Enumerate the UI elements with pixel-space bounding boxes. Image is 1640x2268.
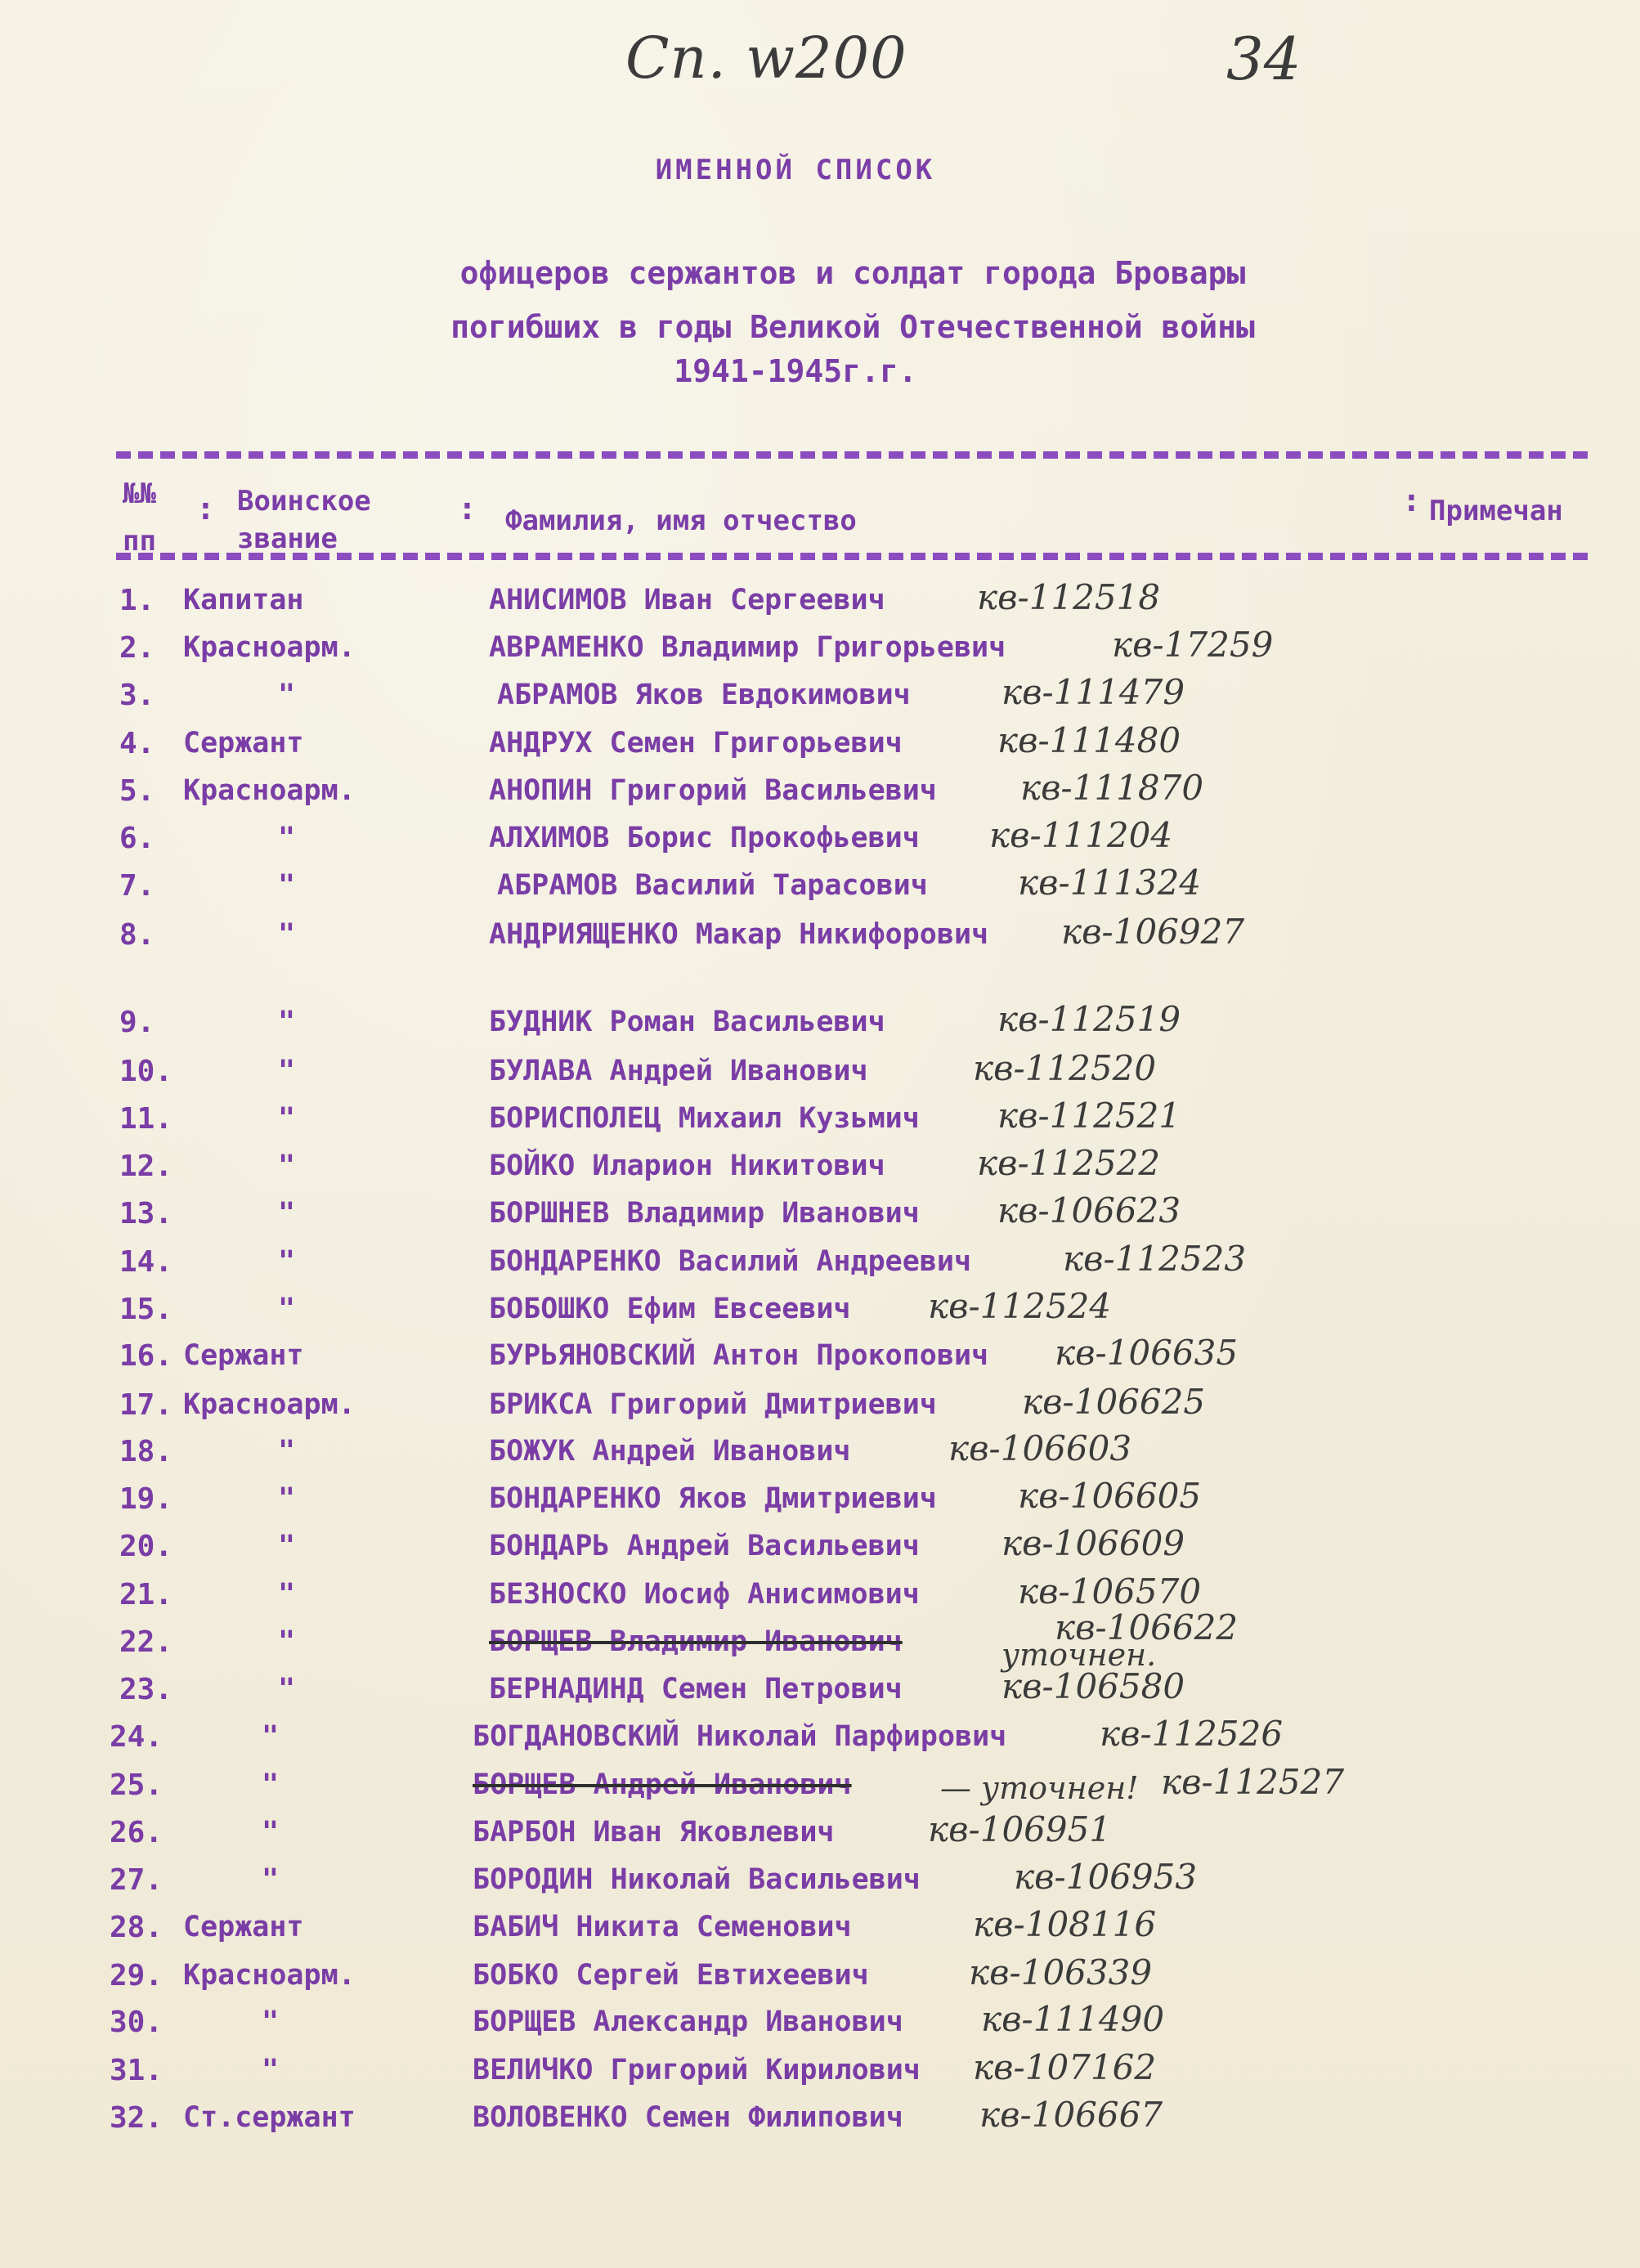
- row-rank: ": [278, 1530, 296, 1562]
- row-archive-code-handwritten: кв-106622: [1055, 1607, 1239, 1647]
- row-full-name: БОРШНЕВ Владимир Иванович: [489, 1197, 920, 1230]
- row-rank: Красноарм.: [183, 774, 356, 807]
- row-archive-code-handwritten: кв-111324: [1018, 863, 1202, 903]
- row-full-name: БОРЩЕВ Александр Иванович: [473, 2006, 903, 2038]
- row-number: 31.: [110, 2054, 164, 2087]
- list-row: [0, 1048, 1640, 1097]
- list-row: [0, 1428, 1640, 1477]
- row-full-name: АНДРИЯЩЕНКО Макар Никифорович: [489, 918, 989, 951]
- row-correction-note: — уточнен!: [940, 1770, 1139, 1806]
- row-archive-code-handwritten: кв-106625: [1022, 1382, 1206, 1422]
- list-row: [0, 1333, 1640, 1382]
- row-archive-code-handwritten: кв-106609: [1001, 1523, 1185, 1563]
- row-number: 30.: [110, 2006, 164, 2039]
- column-separator: :: [458, 491, 477, 527]
- row-rank: ": [278, 679, 296, 711]
- row-full-name: БОБКО Сергей Евтихеевич: [473, 1959, 869, 1992]
- list-row: [0, 1809, 1640, 1858]
- list-row: [0, 1857, 1640, 1906]
- row-archive-code-handwritten: кв-106927: [1061, 912, 1245, 952]
- row-archive-code-handwritten: кв-112519: [997, 999, 1181, 1039]
- row-rank: Красноарм.: [183, 631, 356, 664]
- row-full-name: БУЛАВА Андрей Иванович: [489, 1055, 868, 1087]
- list-row: [0, 1952, 1640, 2001]
- list-row: [0, 2047, 1640, 2096]
- header-number-column: [123, 470, 156, 565]
- row-full-name: БОНДАРЕНКО Яков Дмитриевич: [489, 1482, 937, 1515]
- row-full-name: АЛХИМОВ Борис Прокофьевич: [489, 822, 920, 854]
- row-full-name: БОРЩЕВ Владимир Иванович: [489, 1625, 903, 1658]
- header-name-column: Фамилия, имя отчество: [505, 504, 857, 537]
- row-archive-code-handwritten: кв-106605: [1018, 1476, 1202, 1516]
- row-rank: ": [278, 1150, 296, 1182]
- row-archive-code-handwritten: кв-112521: [997, 1096, 1181, 1136]
- list-row: [0, 912, 1640, 961]
- list-row: [0, 999, 1640, 1048]
- row-number: 32.: [110, 2101, 164, 2135]
- row-archive-code-handwritten: кв-111490: [981, 1999, 1165, 2039]
- list-row: [0, 1607, 1640, 1673]
- row-rank: ": [278, 1197, 296, 1230]
- row-archive-code-handwritten: кв-111870: [1020, 768, 1204, 808]
- row-full-name: АБРАМОВ Василий Тарасович: [497, 869, 928, 902]
- row-number: 11.: [119, 1102, 173, 1136]
- row-number: 27.: [110, 1863, 164, 1897]
- row-full-name: БОЖУК Андрей Иванович: [489, 1435, 851, 1468]
- list-row: [0, 625, 1640, 674]
- list-row: [0, 2095, 1640, 2144]
- list-row: [0, 1382, 1640, 1431]
- row-number: 18.: [119, 1435, 173, 1468]
- row-rank: ": [262, 2006, 280, 2038]
- row-rank: ": [278, 869, 296, 902]
- row-rank: ": [278, 1673, 296, 1705]
- row-full-name: БОНДАРЬ Андрей Васильевич: [489, 1530, 920, 1562]
- row-archive-code-handwritten: кв-106623: [997, 1190, 1181, 1230]
- row-number: 21.: [119, 1578, 173, 1611]
- subtitle-line-1: офицеров сержантов и солдат города Бровары: [459, 255, 1246, 291]
- row-full-name: БОРИСПОЛЕЦ Михаил Кузьмич: [489, 1102, 920, 1135]
- document-title: ИМЕННОЙ СПИСОК: [655, 154, 936, 186]
- row-rank: ": [278, 1435, 296, 1468]
- row-full-name: АНИСИМОВ Иван Сергеевич: [489, 584, 885, 616]
- row-archive-code-handwritten: кв-112522: [977, 1143, 1161, 1183]
- list-row: [0, 1714, 1640, 1763]
- list-row: [0, 720, 1640, 769]
- row-rank: Сержант: [183, 1911, 304, 1943]
- row-rank: ": [278, 1578, 296, 1611]
- row-archive-code-handwritten: кв-106339: [969, 1952, 1153, 1992]
- subtitle-line-3: 1941-1945г.г.: [674, 353, 917, 389]
- row-rank: ": [278, 1006, 296, 1038]
- row-archive-code-handwritten: кв-112523: [1063, 1239, 1247, 1279]
- row-number: 1.: [119, 584, 155, 617]
- row-full-name: БОРЩЕВ Андрей Иванович: [473, 1768, 852, 1801]
- header-rank-column: [237, 482, 371, 558]
- header-rank-line-2: звание: [237, 522, 338, 555]
- list-row: [0, 1096, 1640, 1145]
- list-row: [0, 1571, 1640, 1620]
- row-rank: ": [262, 1863, 280, 1896]
- list-row: [0, 1239, 1640, 1288]
- row-archive-code-handwritten: кв-106951: [928, 1809, 1112, 1849]
- row-number: 19.: [119, 1482, 173, 1516]
- row-number: 29.: [110, 1959, 164, 1992]
- row-full-name: АНОПИН Григорий Васильевич: [489, 774, 937, 807]
- row-number: 13.: [119, 1197, 173, 1230]
- row-full-name: АНДРУХ Семен Григорьевич: [489, 727, 903, 760]
- row-archive-code-handwritten: кв-112527: [1161, 1762, 1345, 1802]
- row-archive-code-handwritten: кв-106635: [1055, 1333, 1239, 1373]
- row-full-name: АБРАМОВ Яков Евдокимович: [497, 679, 911, 711]
- row-full-name: БАБИЧ Никита Семенович: [473, 1911, 852, 1943]
- column-separator: :: [196, 491, 215, 527]
- row-rank: ": [278, 1055, 296, 1087]
- page-number-handwritten: 34: [1226, 25, 1302, 93]
- row-full-name: БОНДАРЕНКО Василий Андреевич: [489, 1245, 972, 1278]
- row-rank: ": [278, 822, 296, 854]
- row-full-name: БРИКСА Григорий Дмитриевич: [489, 1388, 937, 1421]
- row-number: 25.: [110, 1768, 164, 1802]
- row-full-name: ВЕЛИЧКО Григорий Кирилович: [473, 2054, 921, 2086]
- list-row: [0, 1523, 1640, 1572]
- row-rank: ": [262, 1720, 280, 1753]
- row-number: 5.: [119, 774, 155, 808]
- row-number: 9.: [119, 1006, 155, 1039]
- row-rank: Ст.сержант: [183, 2101, 356, 2134]
- list-row: [0, 1286, 1640, 1335]
- row-archive-code-handwritten: кв-106953: [1014, 1857, 1198, 1897]
- row-number: 20.: [119, 1530, 173, 1563]
- row-rank: ": [262, 1768, 280, 1801]
- row-number: 22.: [119, 1625, 173, 1659]
- row-number: 12.: [119, 1150, 173, 1183]
- row-full-name: БАРБОН Иван Яковлевич: [473, 1816, 835, 1849]
- row-archive-code-handwritten: кв-111480: [997, 720, 1181, 760]
- row-rank: Красноарм.: [183, 1959, 356, 1992]
- row-rank: Сержант: [183, 1339, 304, 1372]
- row-rank: Сержант: [183, 727, 304, 760]
- list-row: [0, 863, 1640, 912]
- row-rank: ": [278, 1293, 296, 1325]
- row-number: 8.: [119, 918, 155, 952]
- row-correction-note: уточнен.: [1001, 1637, 1157, 1673]
- row-rank: ": [278, 918, 296, 951]
- list-row: [0, 1904, 1640, 1953]
- header-note-column: Примечан: [1429, 495, 1563, 527]
- row-rank: ": [278, 1482, 296, 1515]
- list-row: [0, 1476, 1640, 1525]
- row-rank: Капитан: [183, 584, 304, 616]
- row-full-name: БОРОДИН Николай Васильевич: [473, 1863, 921, 1896]
- row-archive-code-handwritten: кв-111204: [989, 815, 1173, 855]
- archive-code-handwritten: Сп. w200: [625, 25, 907, 92]
- row-number: 24.: [110, 1720, 164, 1754]
- row-full-name: БОБОШКО Ефим Евсеевич: [489, 1293, 851, 1325]
- row-full-name: БУДНИК Роман Васильевич: [489, 1006, 885, 1038]
- row-number: 28.: [110, 1911, 164, 1944]
- row-full-name: ВОЛОВЕНКО Семен Филипович: [473, 2101, 903, 2134]
- subtitle-line-2: погибших в годы Великой Отечественной войны: [450, 309, 1255, 345]
- row-number: 26.: [110, 1816, 164, 1849]
- list-row: [0, 1190, 1640, 1239]
- row-number: 6.: [119, 822, 155, 855]
- row-archive-code-handwritten: кв-106580: [1001, 1666, 1185, 1706]
- row-rank: ": [278, 1245, 296, 1278]
- row-number: 23.: [119, 1673, 173, 1706]
- row-full-name: БОЙКО Иларион Никитович: [489, 1150, 885, 1182]
- list-row: [0, 815, 1640, 864]
- row-archive-code-handwritten: кв-106570: [1018, 1571, 1202, 1611]
- row-archive-code-handwritten: кв-107162: [973, 2047, 1157, 2087]
- list-row: [0, 1762, 1640, 1811]
- list-row: [0, 1143, 1640, 1192]
- row-archive-code-handwritten: кв-108116: [973, 1904, 1157, 1944]
- row-archive-code-handwritten: кв-112520: [973, 1048, 1157, 1088]
- row-archive-code-handwritten: кв-112518: [977, 577, 1161, 617]
- row-rank: ": [278, 1625, 296, 1658]
- row-full-name: АВРАМЕНКО Владимир Григорьевич: [489, 631, 1006, 664]
- row-rank: ": [262, 1816, 280, 1849]
- row-full-name: БУРЬЯНОВСКИЙ Антон Прокопович: [489, 1339, 989, 1372]
- row-number: 16.: [119, 1339, 173, 1373]
- row-rank: ": [262, 2054, 280, 2086]
- row-rank: ": [278, 1102, 296, 1135]
- row-number: 10.: [119, 1055, 173, 1088]
- column-separator: :: [1402, 482, 1421, 518]
- list-row: [0, 577, 1640, 626]
- row-archive-code-handwritten: кв-106667: [979, 2095, 1163, 2135]
- row-archive-code-handwritten: кв-17259: [1112, 625, 1274, 665]
- header-number-line-2: пп: [123, 525, 156, 558]
- row-archive-code-handwritten: кв-112526: [1100, 1714, 1284, 1754]
- header-number-line-1: №№: [123, 477, 156, 510]
- row-number: 15.: [119, 1293, 173, 1326]
- header-bottom-rule: [116, 553, 1588, 560]
- row-archive-code-handwritten: кв-111479: [1001, 672, 1185, 712]
- row-archive-code-handwritten: кв-112524: [928, 1286, 1112, 1326]
- row-full-name: БЕЗНОСКО Иосиф Анисимович: [489, 1578, 920, 1611]
- row-number: 4.: [119, 727, 155, 760]
- row-number: 17.: [119, 1388, 173, 1422]
- list-row: [0, 1999, 1640, 2048]
- row-full-name: БОГДАНОВСКИЙ Николай Парфирович: [473, 1720, 1007, 1753]
- header-rank-line-1: Воинское: [237, 485, 371, 518]
- list-row: [0, 672, 1640, 721]
- row-number: 14.: [119, 1245, 173, 1279]
- list-row: [0, 768, 1640, 817]
- header-top-rule: [116, 451, 1588, 459]
- row-number: 2.: [119, 631, 155, 665]
- row-full-name: БЕРНАДИНД Семен Петрович: [489, 1673, 903, 1705]
- row-rank: Красноарм.: [183, 1388, 356, 1421]
- list-row: [0, 1666, 1640, 1715]
- row-archive-code-handwritten: кв-106603: [948, 1428, 1132, 1468]
- row-number: 3.: [119, 679, 155, 712]
- row-number: 7.: [119, 869, 155, 903]
